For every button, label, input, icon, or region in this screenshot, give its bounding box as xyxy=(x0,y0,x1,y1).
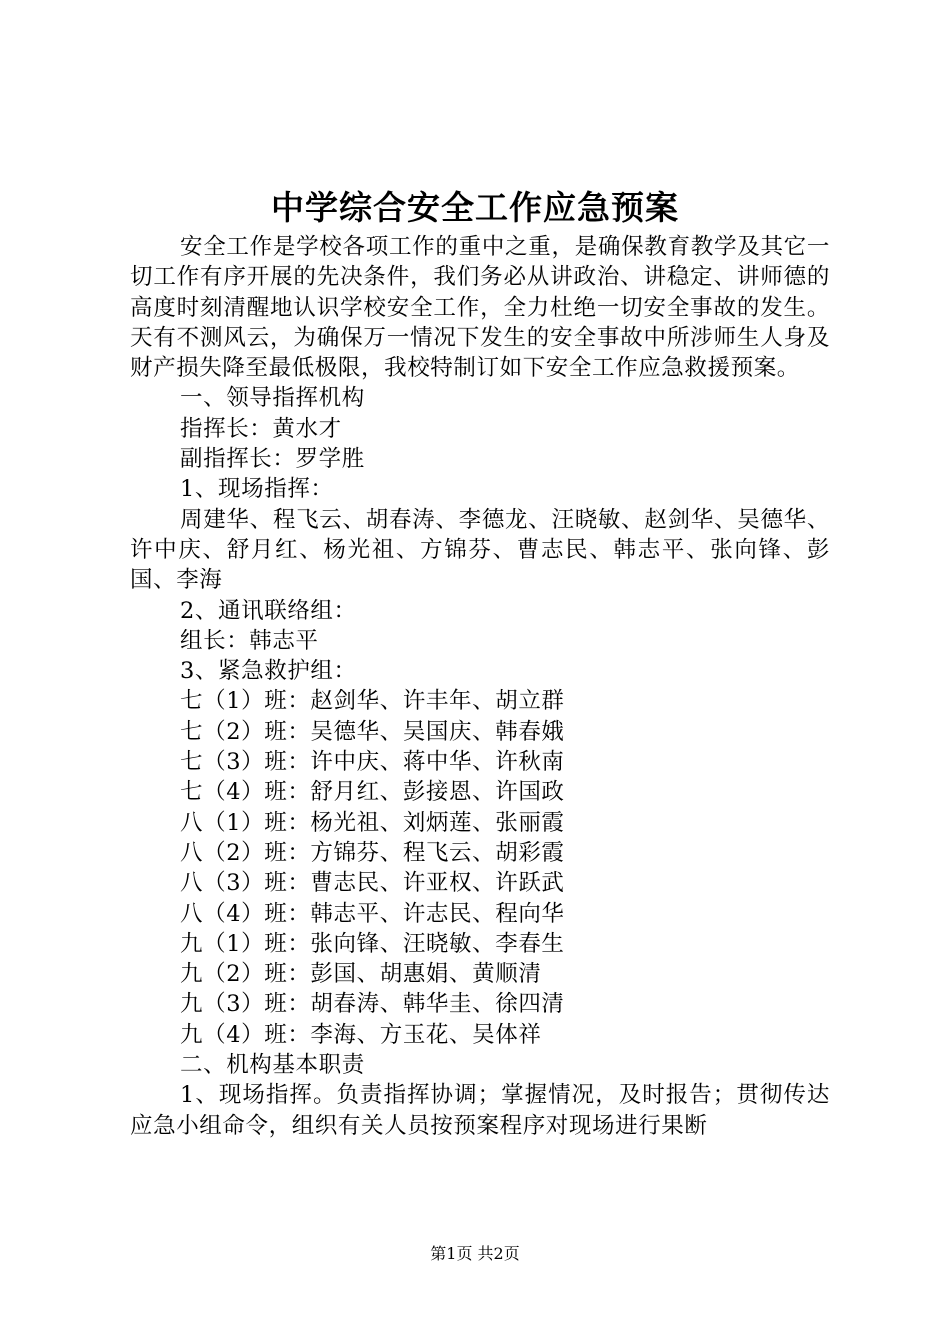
communication-group-leader: 组长：韩志平 xyxy=(180,627,319,654)
class-rescue-line: 八（3）班：曹志民、许亚权、许跃武 xyxy=(180,870,565,897)
deputy-commander-line: 副指挥长：罗学胜 xyxy=(180,446,365,473)
subsection-onsite-command: 1、现场指挥： xyxy=(180,476,334,503)
section-heading-leadership: 一、领导指挥机构 xyxy=(180,385,365,412)
document-body xyxy=(130,232,830,1141)
duty-onsite-command: 1、现场指挥。负责指挥协调；掌握情况，及时报告；贯彻传达应急小组命令，组织有关人员按预案程序对现场进行果断 xyxy=(130,1082,830,1139)
class-rescue-line: 七（2）班：吴德华、吴国庆、韩春娥 xyxy=(180,718,565,745)
class-rescue-line: 九（2）班：彭国、胡惠娟、黄顺清 xyxy=(180,961,542,988)
class-rescue-line: 九（1）班：张向锋、汪晓敏、李春生 xyxy=(180,930,565,957)
document-title: 中学综合安全工作应急预案 xyxy=(271,188,679,227)
class-rescue-line: 七（1）班：赵剑华、许丰年、胡立群 xyxy=(180,688,565,715)
subsection-communication-group: 2、通讯联络组： xyxy=(180,597,357,624)
intro-paragraph: 安全工作是学校各项工作的重中之重，是确保教育教学及其它一切工作有序开展的先决条件，我们务必从讲政治、讲稳定、讲师德的高度时刻清醒地认识学校安全工作，全力杜绝一切安全事故的发生。天有不测风云，为确保万一情况下发生的安全事故中所涉师生人身及财产损失降至最低极限，我校特制订如下安全工作应急救援预案。 xyxy=(130,234,830,382)
subsection-emergency-rescue: 3、紧急救护组： xyxy=(180,658,357,685)
commander-line: 指挥长：黄水才 xyxy=(180,415,342,442)
class-rescue-line: 八（2）班：方锦芬、程飞云、胡彩霞 xyxy=(180,839,565,866)
class-rescue-line: 八（4）班：韩志平、许志民、程向华 xyxy=(180,900,565,927)
class-rescue-line: 九（4）班：李海、方玉花、吴体祥 xyxy=(180,1021,542,1048)
page-number: 第1页 共2页 xyxy=(430,1244,520,1263)
class-rescue-line: 七（3）班：许中庆、蒋中华、许秋南 xyxy=(180,749,565,776)
class-rescue-line: 八（1）班：杨光祖、刘炳莲、张丽霞 xyxy=(180,809,565,836)
class-rescue-line: 九（3）班：胡春涛、韩华圭、徐四清 xyxy=(180,991,565,1018)
class-rescue-line: 七（4）班：舒月红、彭接恩、许国政 xyxy=(180,779,565,806)
section-heading-duties: 二、机构基本职责 xyxy=(180,1052,365,1079)
onsite-command-members: 周建华、程飞云、胡春涛、李德龙、汪晓敏、赵剑华、吴德华、许中庆、舒月红、杨光祖、方锦芬、曹志民、韩志平、张向锋、彭国、李海 xyxy=(130,506,830,594)
